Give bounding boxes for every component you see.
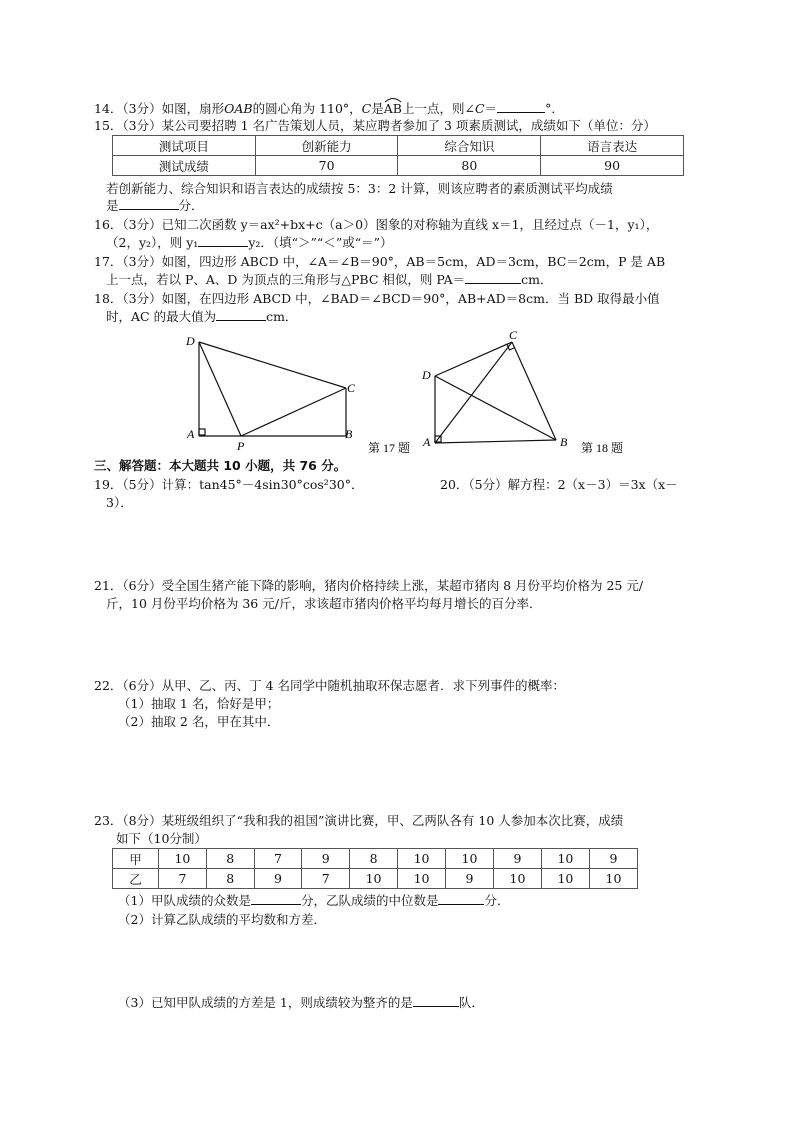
- fig17-right-angle-icon: [199, 429, 205, 435]
- fig17-edge-dc: [199, 342, 346, 388]
- q23-sub1-a: （1）甲队成绩的众数是: [118, 893, 251, 908]
- fig17-label-a: A: [187, 427, 195, 441]
- q23-line2: 如下（10分制）: [116, 831, 207, 846]
- figure-18: [418, 326, 646, 456]
- fig18-diagonal-ac: [435, 342, 512, 443]
- table-row: [113, 136, 684, 156]
- fig18-diagonal-bd: [435, 376, 556, 440]
- q14-text6: °．: [545, 101, 564, 116]
- arc-mark-icon: [384, 97, 402, 103]
- score-cell: 8: [350, 849, 398, 869]
- table-cell: 创新能力: [255, 136, 398, 156]
- q16-line1: 16．（3分）已知二次函数 y＝ax²+bx+c（a＞0）图象的对称轴为直线 x＝1，且经过点（－1，y₁），: [94, 217, 659, 232]
- table-cell: 综合知识: [398, 136, 541, 156]
- q14-text2: 的圆心角为 110°，: [252, 101, 362, 116]
- q15-line2: 若创新能力、综合知识和语言表达的成绩按 5：3：2 计算，则该应聘者的素质测试平均成绩: [106, 181, 613, 196]
- table-cell: 90: [541, 156, 684, 176]
- question-14: [94, 100, 564, 117]
- score-cell: 10: [589, 869, 637, 889]
- q23-sub2: （2）计算乙队成绩的平均数和方差．: [118, 912, 326, 927]
- q15-answer-blank[interactable]: [119, 197, 179, 210]
- team-name-cell: 乙: [113, 869, 159, 889]
- q15-line3: [106, 197, 204, 214]
- team-name-cell: 甲: [113, 849, 159, 869]
- fig17-segment-pc: [241, 388, 346, 436]
- score-cell: 10: [493, 869, 541, 889]
- fig18-label-b: B: [560, 435, 568, 449]
- q14-sector: OAB: [224, 101, 253, 116]
- q17-line2-post: cm．: [521, 272, 553, 287]
- fig18-edge-dc: [435, 342, 512, 376]
- q23-sub1-b: 分，乙队成绩的中位数是: [300, 893, 439, 908]
- score-cell: 9: [254, 869, 302, 889]
- q23-sub1-c: 分．: [484, 893, 510, 908]
- q16-line2-pre: （2，y₂），则 y₁: [106, 235, 199, 250]
- score-cell: 7: [158, 869, 206, 889]
- fig17-label-c: C: [347, 381, 356, 395]
- q23-sub3-a: （3）已知甲队成绩的方差是 1，则成绩较为整齐的是: [118, 995, 413, 1010]
- q23-sub3: [118, 994, 484, 1011]
- score-cell: 10: [350, 869, 398, 889]
- score-cell: 10: [541, 849, 589, 869]
- q15-line3-pre: 是: [106, 198, 119, 213]
- section-3-title: 三、解答题：本大题共 10 小题，共 76 分。: [94, 458, 347, 473]
- q18-line2-pre: 时，AC 的最大值为: [106, 309, 217, 324]
- table-cell: 测试项目: [113, 136, 256, 156]
- q15-line1: 15．（3分）某公司要招聘 1 名广告策划人员，某应聘者参加了 3 项素质测试，成绩如下（单位：分）: [94, 118, 656, 133]
- q14-text4: 上一点，则∠: [401, 101, 475, 116]
- q22-sub1: （1）抽取 1 名，恰好是甲；: [118, 696, 280, 711]
- q22-sub2: （2）抽取 2 名，甲在其中．: [118, 714, 280, 729]
- q14-arc-label: AB: [384, 100, 402, 117]
- fig17-label-b: B: [345, 427, 353, 441]
- score-cell: 8: [206, 849, 254, 869]
- q23-sub3-b: 队．: [458, 995, 484, 1010]
- q15-line3-post: 分．: [178, 198, 204, 213]
- q23-line1: 23．（8分）某班级组织了“我和我的祖国”演讲比赛，甲、乙两队各有 10 人参加本次比赛，成绩: [94, 813, 624, 828]
- score-cell: 10: [541, 869, 589, 889]
- table-cell: 80: [398, 156, 541, 176]
- q19-text: 19．（5分）计算：tan45°－4sin30°cos²30°．: [94, 477, 364, 492]
- q14-text5: ＝: [484, 101, 498, 116]
- table-row: [113, 869, 638, 889]
- q22-line1: 22．（6分）从甲、乙、丙、丁 4 名同学中随机抽取环保志愿者．求下列事件的概率：: [94, 678, 566, 693]
- table-cell: 70: [255, 156, 398, 176]
- q23-team-blank[interactable]: [413, 994, 459, 1007]
- fig18-edge-ab: [435, 440, 556, 443]
- q20-line2: 3）．: [106, 495, 133, 510]
- table-cell: 测试成绩: [113, 156, 256, 176]
- score-cell: 9: [446, 869, 494, 889]
- q16-line2-post: y₂．（填“＞”“＜”或“＝”）: [248, 235, 393, 250]
- q16-line2: [106, 234, 393, 251]
- fig17-segment-dp: [199, 342, 241, 436]
- table-row: [113, 849, 638, 869]
- score-cell: 7: [254, 849, 302, 869]
- q21-line1: 21．（6分）受全国生猪产能下降的影响，猪肉价格持续上涨，某超市猪肉 8 月份平均价格为 25 元/: [94, 578, 644, 593]
- q14-text3: 是: [371, 101, 384, 116]
- fig17-caption: 第 17 题: [368, 441, 411, 455]
- score-cell: 7: [302, 869, 350, 889]
- q17-line1: 17．（3分）如图，四边形 ABCD 中，∠A＝∠B＝90°，AB＝5cm，AD＝3cm，BC＝2cm，P 是 AB: [94, 254, 666, 269]
- score-cell: 10: [398, 849, 446, 869]
- fig18-caption: 第 18 题: [581, 441, 624, 455]
- score-cell: 9: [493, 849, 541, 869]
- score-cell: 9: [589, 849, 637, 869]
- q17-answer-blank[interactable]: [465, 271, 521, 284]
- q20-line1: 20．（5分）解方程：2（x－3）＝3x（x－: [440, 477, 678, 492]
- figure-17: [180, 330, 420, 456]
- q23-median-blank[interactable]: [438, 892, 484, 905]
- q17-line2: [106, 271, 553, 288]
- score-cell: 9: [302, 849, 350, 869]
- q18-line2: [106, 308, 297, 325]
- q23-mode-blank[interactable]: [251, 892, 301, 905]
- table-row: [113, 156, 684, 176]
- q18-line1: 18．（3分）如图，在四边形 ABCD 中，∠BAD＝∠BCD＝90°，AB+AD＝8cm．当 BD 取得最小值: [94, 291, 660, 306]
- fig18-edge-cb: [512, 342, 556, 440]
- q21-line2: 斤，10 月份平均价格为 36 元/斤，求该超市猪肉价格平均每月增长的百分率．: [106, 596, 542, 611]
- q14-answer-blank[interactable]: [497, 100, 545, 113]
- q14-text1: 14．（3分）如图，扇形: [94, 101, 225, 116]
- q14-c2: C: [474, 101, 485, 116]
- q23-score-table: [112, 848, 638, 889]
- fig18-label-a: A: [423, 435, 431, 449]
- q15-score-table: [112, 135, 684, 176]
- fig17-label-d: D: [186, 334, 195, 348]
- fig18-label-c: C: [509, 328, 518, 342]
- fig18-label-d: D: [422, 368, 431, 382]
- score-cell: 10: [446, 849, 494, 869]
- score-cell: 8: [206, 869, 254, 889]
- q17-line2-pre: 上一点，若以 P、A、D 为顶点的三角形与△PBC 相似，则 PA＝: [106, 272, 466, 287]
- q23-sub1: [118, 892, 510, 909]
- q18-answer-blank[interactable]: [216, 308, 266, 321]
- fig17-label-p: P: [237, 439, 245, 453]
- q16-answer-blank[interactable]: [198, 234, 248, 247]
- table-cell: 语言表达: [541, 136, 684, 156]
- q14-point-c: C: [361, 101, 372, 116]
- q18-line2-post: cm．: [266, 309, 298, 324]
- score-cell: 10: [158, 849, 206, 869]
- score-cell: 10: [398, 869, 446, 889]
